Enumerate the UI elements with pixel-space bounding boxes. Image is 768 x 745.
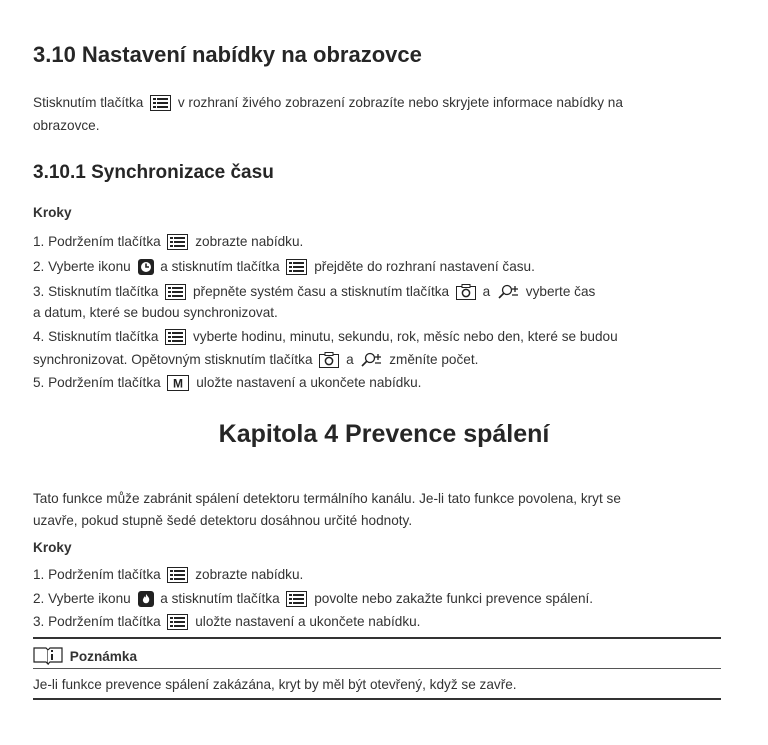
step-5-text-a: 5. Podržením tlačítka [33,375,161,390]
step-1-text-b: zobrazte nabídku. [195,234,304,249]
section-intro-line-1 [33,91,623,119]
step-4-text-a: 4. Stisknutím tlačítka [33,329,159,344]
step-2-text-b: a stisknutím tlačítka [160,259,280,274]
menu-m-letter: M [173,376,184,391]
step-5 [33,371,421,399]
subsection-title: 3.10.1 Synchronizace času [33,162,274,183]
step-5-text-b: uložte nastavení a ukončete nabídku. [196,375,422,390]
step-2 [33,255,535,283]
chapter-intro-line-2: uzavře, pokud stupně šedé detektoru dosáhnou určité hodnoty. [33,513,413,528]
step-3-text-b: přepněte systém času a stisknutím tlačítka [192,284,450,299]
note-title: Poznámka [69,649,138,664]
chapter-intro-line-1: Tato funkce může zabránit spálení detektoru termálního kanálu. Je-li tato funkce povolena, kryt se [33,491,621,506]
note-book-icon [33,645,63,668]
step-4-text-c: synchronizovat. Opětovným stisknutím tlačítka [33,352,313,367]
camera-icon [456,284,476,308]
note-bottom-rule [33,698,721,700]
chapter-steps-label: Kroky [33,540,72,555]
chapter-step-3-text-a: 3. Podržením tlačítka [33,614,161,629]
step-2-text-c: přejděte do rozhraní nastavení času. [314,259,535,274]
chapter-step-1-text-a: 1. Podržením tlačítka [33,567,161,582]
chapter-step-2-text-a: 2. Vyberte ikonu [33,591,131,606]
menu-m-icon [167,375,189,399]
step-1-text-a: 1. Podržením tlačítka [33,234,161,249]
section-title: 3.10 Nastavení nabídky na obrazovce [33,42,422,67]
step-2-text-a: 2. Vyberte ikonu [33,259,131,274]
chapter-step-1-text-b: zobrazte nabídku. [195,567,304,582]
chapter-step-2-text-b: a stisknutím tlačítka [160,591,280,606]
note-text: Je-li funkce prevence spálení zakázána, kryt by měl být otevřený, když se zavře. [33,677,517,692]
step-4-text-d: a [346,352,354,367]
intro-text-a: Stisknutím tlačítka [33,95,144,110]
step-1 [33,230,303,258]
step-3-text-c: a [482,284,491,299]
step-4-text-b: vyberte hodinu, minutu, sekundu, rok, měsíc nebo den, které se budou [192,329,618,344]
chapter-step-2-text-c: povolte nebo zakažte funkci prevence spálení. [314,591,594,606]
chapter-step-3-text-b: uložte nastavení a ukončete nabídku. [195,614,421,629]
menu-list-icon [167,614,188,638]
steps-label: Kroky [33,205,72,220]
menu-list-icon [150,95,171,119]
step-4-text-e: změníte počet. [389,352,479,367]
section-intro-line-2: obrazovce. [33,118,100,133]
note-mid-rule [33,668,721,669]
step-3-text-a: 3. Stisknutím tlačítka [33,284,159,299]
chapter-step-3 [33,610,420,638]
note-top-rule [33,637,721,639]
step-3-cont: a datum, které se budou synchronizovat. [33,305,278,320]
note-heading [33,645,137,668]
zoom-plus-minus-icon [497,284,519,308]
step-3-text-d: vyberte čas [525,284,596,299]
chapter-title: Kapitola 4 Prevence spálení [218,420,550,448]
intro-text-b: v rozhraní živého zobrazení zobrazíte nebo skryjete informace nabídky na [177,95,623,110]
